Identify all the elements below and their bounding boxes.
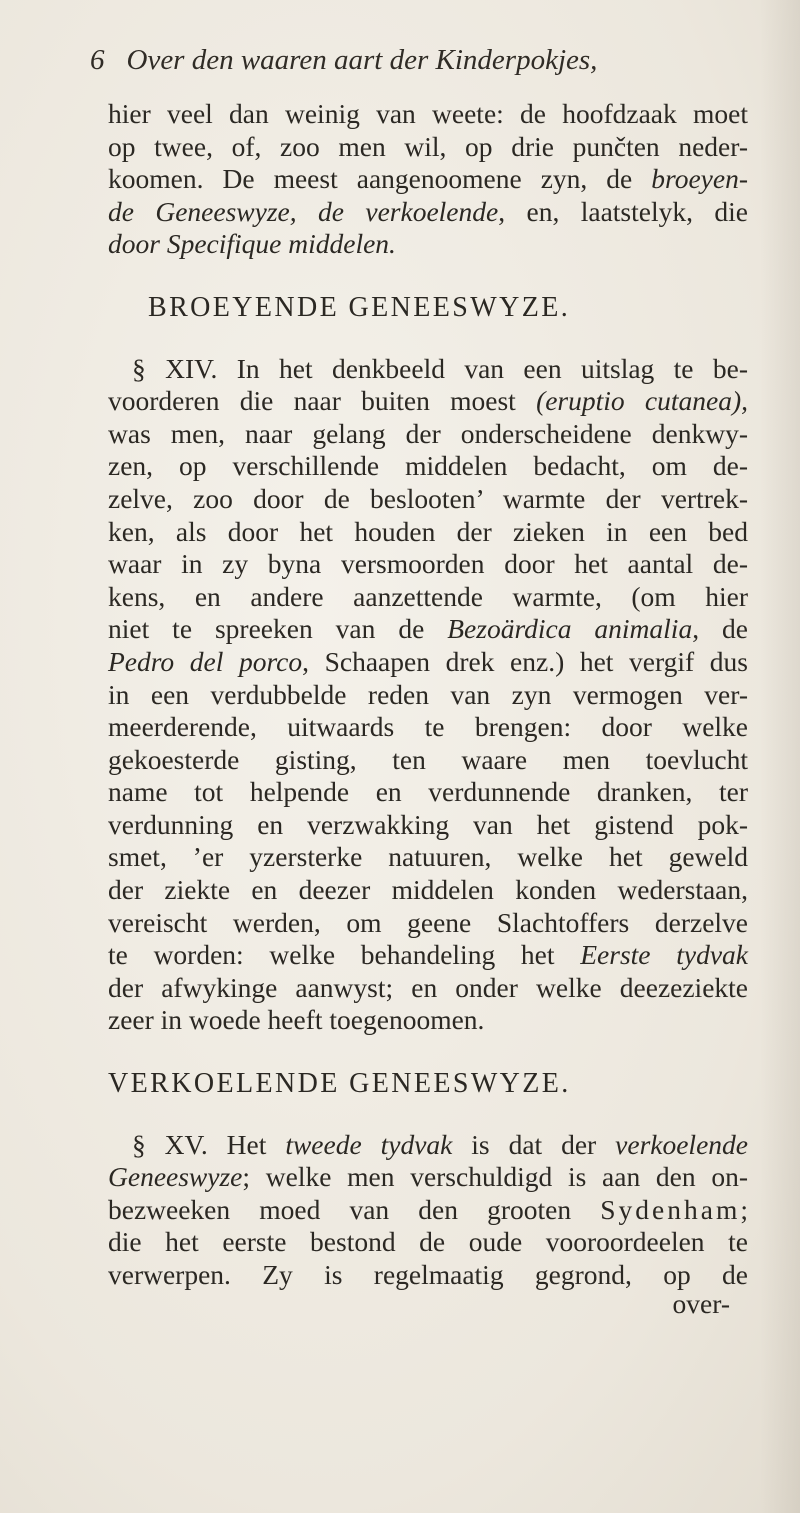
text-line: Pedro del porco, Schaapen drek enz.) het vergif dus: [108, 645, 748, 677]
text-line: gekoesterde gisting, ten waare men toevlucht: [108, 743, 748, 775]
text-line: zeer in woede heeft toegenoomen.: [108, 1004, 485, 1036]
text-line: koomen. De meest aangenoomene zyn, de broeyen-: [108, 163, 748, 195]
text-line: was men, naar gelang der onderscheidene denkwy-: [108, 417, 748, 449]
text-line: in een verdubbelde reden van zyn vermogen ver-: [108, 678, 748, 710]
text-line: meerderende, uitwaards te brengen: door welke: [108, 711, 748, 743]
page-text: [108, 98, 748, 1319]
text-line: hier veel dan weinig van weete: de hoofdzaak moet: [108, 98, 748, 129]
text-line: verdunning en verzwakking van het gistend pok-: [108, 808, 748, 840]
text-line: de Geneeswyze, de verkoelende, en, laatstelyk, die: [108, 195, 748, 227]
text-line: te worden: welke behandeling het Eerste tydvak: [108, 939, 748, 971]
text-line: smet, ’er yzersterke natuuren, welke het geweld: [108, 841, 748, 873]
text-line: der afwykinge aanwyst; en onder welke deezeziekte: [108, 971, 748, 1003]
text-line: niet te spreeken van de Bezoärdica animalia, de: [108, 613, 748, 645]
text-line: vereischt werden, om geene Slachtoffers derzelve: [108, 906, 748, 938]
text-line: die het eerste bestond de oude vooroordeelen te: [108, 1226, 748, 1258]
running-head: [90, 44, 730, 84]
text-line: verwerpen. Zy is regelmaatig gegrond, op de: [108, 1259, 748, 1290]
text-line: der ziekte en deezer middelen konden wederstaan,: [108, 874, 748, 906]
text-line: § XIV. In het denkbeeld van een uitslag te be-: [132, 352, 748, 384]
text-line: waar in zy byna versmoorden door het aantal de-: [108, 548, 748, 580]
section-heading-verkoelende: VERKOELENDE GENEESWYZE.: [108, 1068, 571, 1100]
text-line: zelve, zoo door de beslooten’ warmte der vertrek-: [108, 482, 748, 514]
text-line: voorderen die naar buiten moest (eruptio cutanea),: [108, 385, 748, 417]
text-line: Geneeswyze; welke men verschuldigd is aan den on-: [108, 1161, 748, 1193]
text-line: § XV. Het tweede tydvak is dat der verkoelende: [132, 1128, 748, 1160]
section-heading-broeyende: BROEYENDE GENEESWYZE.: [148, 291, 571, 323]
text-line: door Specifique middelen.: [108, 228, 396, 260]
text-line: bezweeken moed van den grooten Sydenham;: [108, 1193, 748, 1225]
running-title: Over den waaren aart der Kinderpokjes,: [126, 44, 598, 76]
text-line: name tot helpende en verdunnende dranken, ter: [108, 776, 748, 808]
text-line: zen, op verschillende middelen bedacht, om de-: [108, 450, 748, 482]
page-number: 6: [90, 44, 105, 76]
catchword: over-: [672, 1287, 730, 1319]
text-line: kens, en andere aanzettende warmte, (om hier: [108, 580, 748, 612]
text-line: op twee, of, zoo men wil, op drie punčten neder-: [108, 130, 748, 162]
text-line: ken, als door het houden der zieken in een bed: [108, 515, 748, 547]
page-edge-shadow: [760, 0, 800, 1513]
